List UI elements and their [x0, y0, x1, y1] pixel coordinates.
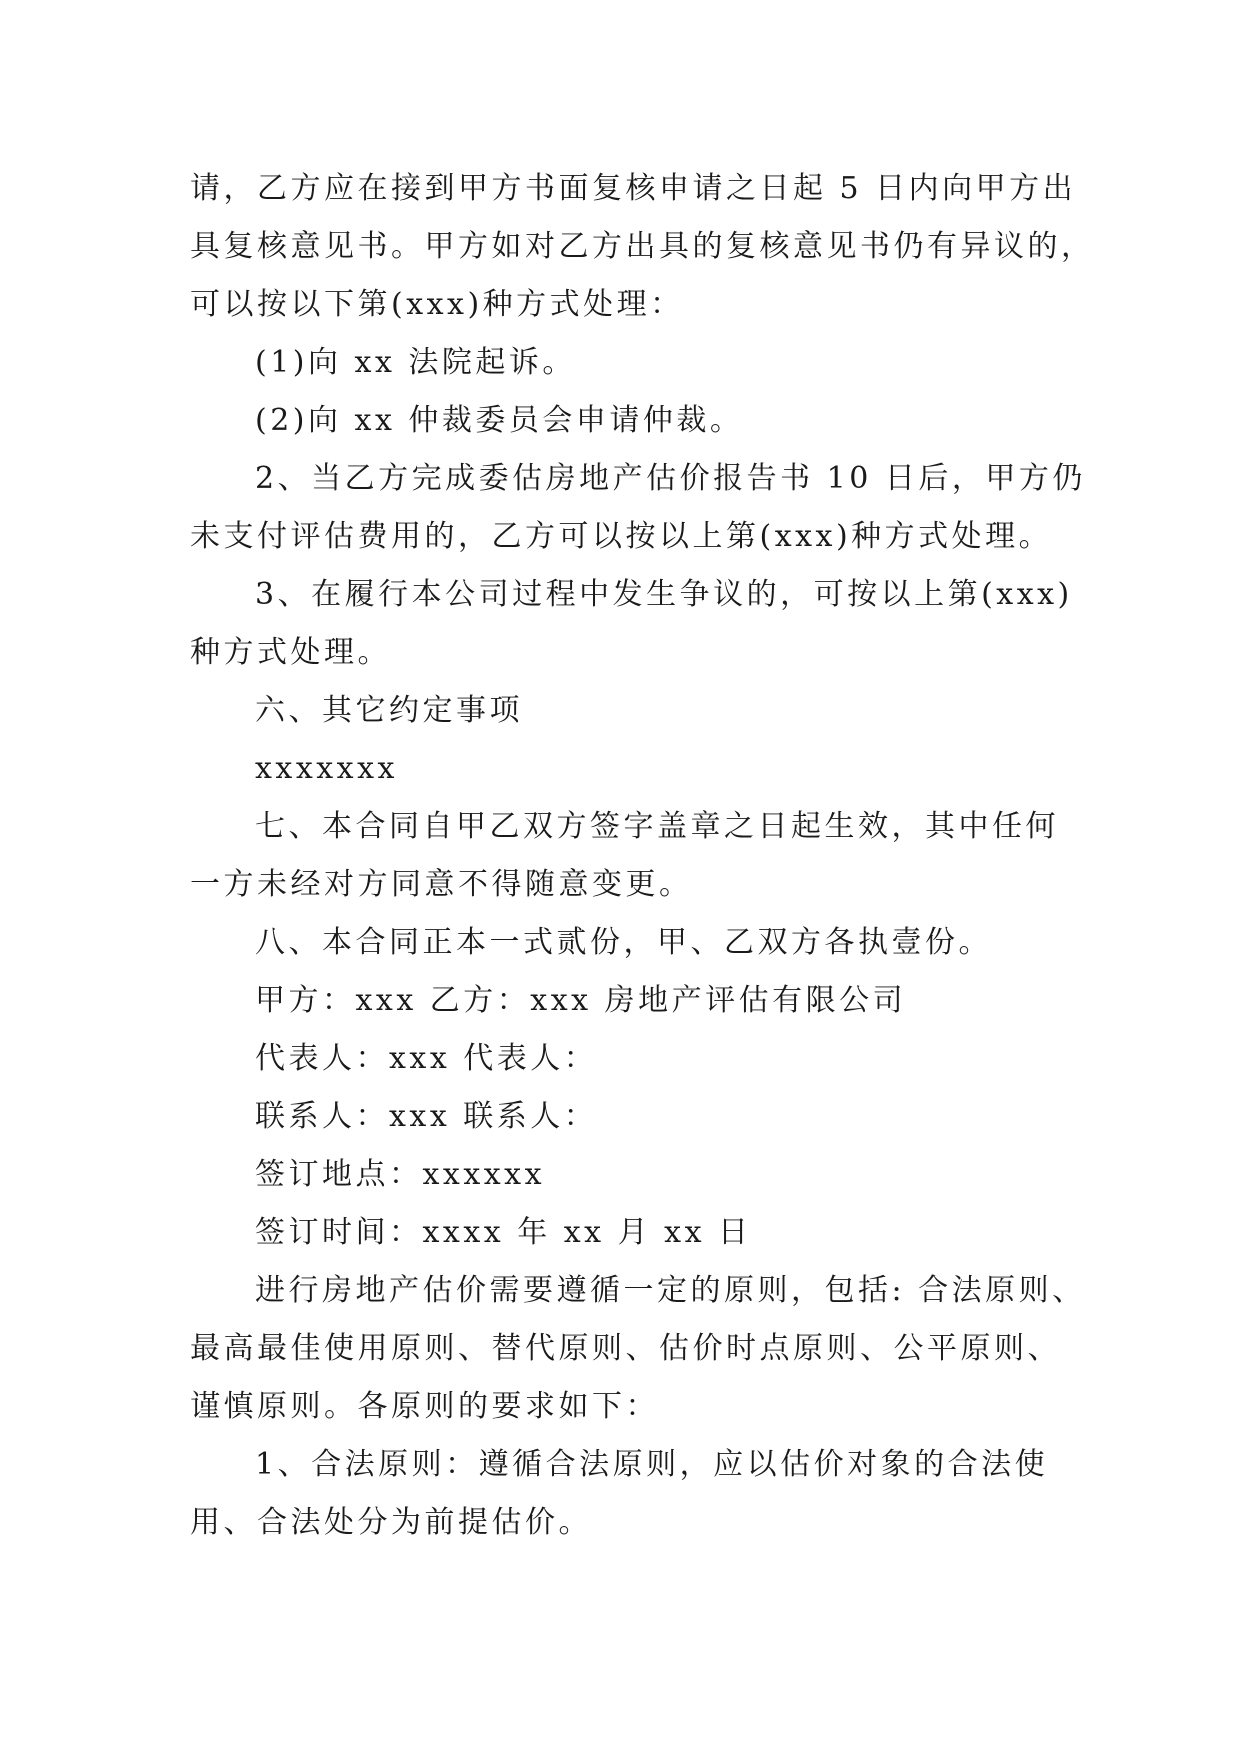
- text-line: 七、本合同自甲乙双方签字盖章之日起生效，其中任何: [255, 809, 1059, 844]
- text-line: (2)向 xx 仲裁委员会申请仲裁。: [255, 403, 744, 438]
- text-line: 3、在履行本公司过程中发生争议的，可按以上第(xxx): [255, 577, 1073, 612]
- text-line: 谨慎原则。各原则的要求如下：: [190, 1389, 659, 1424]
- text-line: 用、合法处分为前提估价。: [190, 1505, 592, 1540]
- contact-line: 联系人：xxx 联系人：: [255, 1099, 598, 1134]
- text-line: 种方式处理。: [190, 635, 391, 670]
- section-heading: 六、其它约定事项: [255, 693, 523, 728]
- text-line: 八、本合同正本一式贰份，甲、乙双方各执壹份。: [255, 925, 992, 960]
- text-line: (1)向 xx 法院起诉。: [255, 345, 576, 380]
- text-line: 1、合法原则：遵循合法原则，应以估价对象的合法使: [255, 1447, 1049, 1482]
- signing-place-line: 签订地点：xxxxxx: [255, 1157, 546, 1192]
- signing-date-line: 签订时间：xxxx 年 xx 月 xx 日: [255, 1215, 752, 1250]
- text-line: 一方未经对方同意不得随意变更。: [190, 867, 693, 902]
- party-line: 甲方：xxx 乙方：xxx 房地产评估有限公司: [255, 983, 907, 1018]
- text-line: 具复核意见书。甲方如对乙方出具的复核意见书仍有异议的，: [190, 229, 1095, 264]
- text-line: 请，乙方应在接到甲方书面复核申请之日起 5 日内向甲方出: [190, 171, 1077, 206]
- text-line: 未支付评估费用的，乙方可以按以上第(xxx)种方式处理。: [190, 519, 1053, 554]
- text-line: 2、当乙方完成委估房地产估价报告书 10 日后，甲方仍: [255, 461, 1086, 496]
- text-line: 最高最佳使用原则、替代原则、估价时点原则、公平原则、: [190, 1331, 1061, 1366]
- text-line: xxxxxxx: [255, 751, 398, 786]
- text-line: 可以按以下第(xxx)种方式处理：: [190, 287, 684, 322]
- document-body: [190, 160, 1095, 1552]
- representative-line: 代表人：xxx 代表人：: [255, 1041, 598, 1076]
- text-line: 进行房地产估价需要遵循一定的原则，包括: 合法原则、: [255, 1273, 1086, 1308]
